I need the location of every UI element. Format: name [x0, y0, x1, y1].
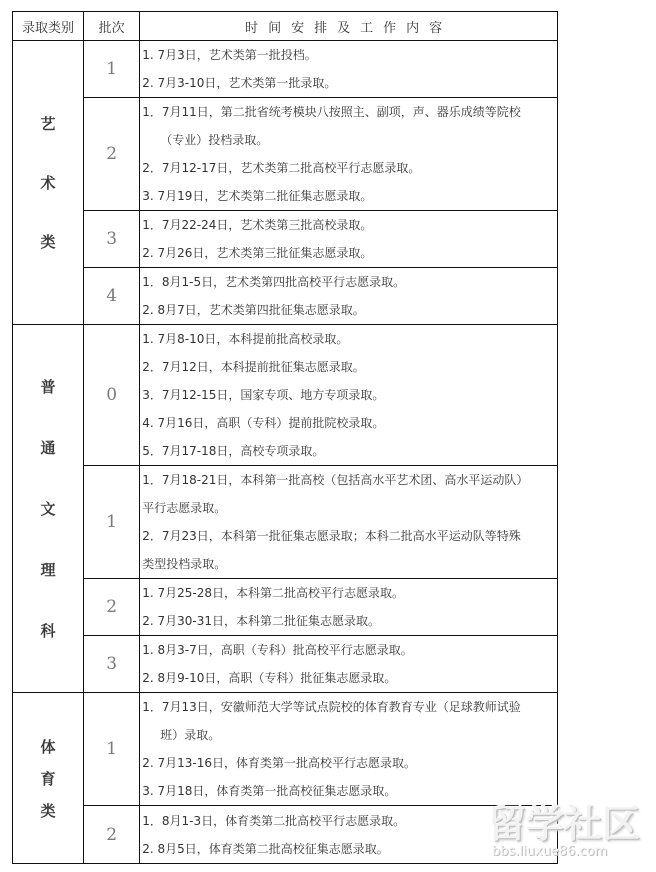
category-char: 类 [40, 233, 56, 251]
schedule-items [140, 325, 558, 466]
batch-number: 0 [84, 325, 140, 466]
watermark-title: 留学社区 [488, 802, 641, 846]
schedule-item: 1．7月13日，安徽师范大学等试点院校的体育教育专业（足球教师试验 [142, 700, 521, 714]
category-art [13, 41, 84, 325]
schedule-item-continuation: 类型投档录取。 [142, 557, 227, 571]
schedule-item: 2. 7月13-16日，体育类第一批高校平行志愿录取。 [142, 756, 416, 770]
schedule-items [140, 636, 558, 693]
schedule-item: 1. 7月25-28日，本科第二批高校平行志愿录取。 [142, 586, 404, 600]
schedule-item: 2．7月23日，本科第一批征集志愿录取；本科二批高水平运动队等特殊 [142, 529, 521, 543]
schedule-item-continuation: （专业）投档录取。 [160, 133, 269, 147]
schedule-item: 2. 7月30-31日，本科第二批征集志愿录取。 [142, 614, 380, 628]
category-char: 理 [40, 561, 56, 579]
schedule-item: 2. 7月3-10日，艺术类第一批录取。 [142, 76, 337, 90]
batch-number: 4 [84, 268, 140, 325]
schedule-items [140, 466, 558, 579]
table-row [13, 268, 558, 325]
batch-number: 2 [84, 579, 140, 636]
table-row [13, 211, 558, 268]
table-row [13, 579, 558, 636]
batch-number: 1 [84, 466, 140, 579]
schedule-items [140, 41, 558, 98]
schedule-item: 1．8月1-5日，艺术类第四批高校平行志愿录取。 [142, 275, 406, 289]
category-sports [13, 693, 84, 864]
header-batch: 批次 [84, 12, 140, 41]
batch-number: 1 [84, 41, 140, 98]
schedule-item: 1．7月22-24日，艺术类第三批高校录取。 [142, 218, 373, 232]
table-row [13, 325, 558, 466]
schedule-item: 2. 8月7日，艺术类第四批征集志愿录取。 [142, 303, 365, 317]
watermark-url: bbs.liuxue86.com [492, 844, 608, 859]
schedule-item: 3．7月12-15日，国家专项、地方专项录取。 [142, 388, 385, 402]
table-row [13, 693, 558, 806]
batch-number: 3 [84, 636, 140, 693]
schedule-items [140, 211, 558, 268]
header-category: 录取类别 [13, 12, 84, 41]
table-row [13, 98, 558, 211]
header-content: 时间安排及工作内容 [140, 12, 558, 41]
category-char: 育 [40, 769, 56, 788]
category-char: 科 [40, 622, 56, 640]
batch-number: 2 [84, 806, 140, 864]
category-char: 通 [40, 439, 56, 457]
admission-schedule-table-container [12, 11, 558, 863]
schedule-item: 1．7月11日，第二批省统考模块八按照主、副项，声、器乐成绩等院校 [142, 105, 521, 119]
schedule-item: 2. 8月5日，体育类第二批高校征集志愿录取。 [142, 841, 389, 856]
schedule-item: 2. 7月26日，艺术类第三批征集志愿录取。 [142, 246, 373, 260]
table-row [13, 806, 558, 864]
category-char: 体 [40, 737, 56, 756]
schedule-item: 4. 7月16日，高职（专科）提前批院校录取。 [142, 416, 385, 430]
schedule-items [140, 98, 558, 211]
batch-number: 2 [84, 98, 140, 211]
category-char: 类 [40, 801, 56, 820]
category-char: 文 [40, 500, 56, 518]
schedule-item: 1．8月1-3日，体育类第二批高校平行志愿录取。 [142, 813, 406, 828]
header-row [13, 12, 558, 41]
schedule-item: 1. 8月3-7日，高职（专科）批高校平行志愿录取。 [142, 643, 413, 657]
table-row [13, 41, 558, 98]
admission-schedule-table [12, 11, 558, 864]
table-row [13, 636, 558, 693]
schedule-item: 1．7月18-21日，本科第一批高校（包括高水平艺术团、高水平运动队） [142, 473, 529, 487]
schedule-item: 5．7月17-18日，高校专项录取。 [142, 444, 325, 458]
schedule-item: 2．7月12日，本科提前批征集志愿录取。 [142, 360, 365, 374]
schedule-items [140, 693, 558, 806]
batch-number: 3 [84, 211, 140, 268]
schedule-item: 3. 7月18日，体育类第一批高校征集志愿录取。 [142, 784, 397, 798]
category-char: 术 [40, 174, 56, 192]
schedule-item: 2．7月12-17日，艺术类第二批高校平行志愿录取。 [142, 161, 421, 175]
schedule-items [140, 268, 558, 325]
schedule-item: 3. 7月19日，艺术类第二批征集志愿录取。 [142, 189, 373, 203]
schedule-item: 1. 7月8-10日，本科提前批高校录取。 [142, 332, 349, 346]
category-char: 艺 [40, 115, 56, 133]
schedule-item: 1. 7月3日，艺术类第一批投档。 [142, 48, 317, 62]
schedule-items [140, 579, 558, 636]
schedule-item-continuation: 平行志愿录取。 [142, 501, 227, 515]
schedule-item: 2. 8月9-10日，高职（专科）批征集志愿录取。 [142, 671, 397, 685]
schedule-items [140, 806, 558, 864]
category-general [13, 325, 84, 693]
batch-number: 1 [84, 693, 140, 806]
table-row [13, 466, 558, 579]
schedule-item-continuation: 班）录取。 [160, 728, 221, 742]
category-char: 普 [40, 378, 56, 396]
